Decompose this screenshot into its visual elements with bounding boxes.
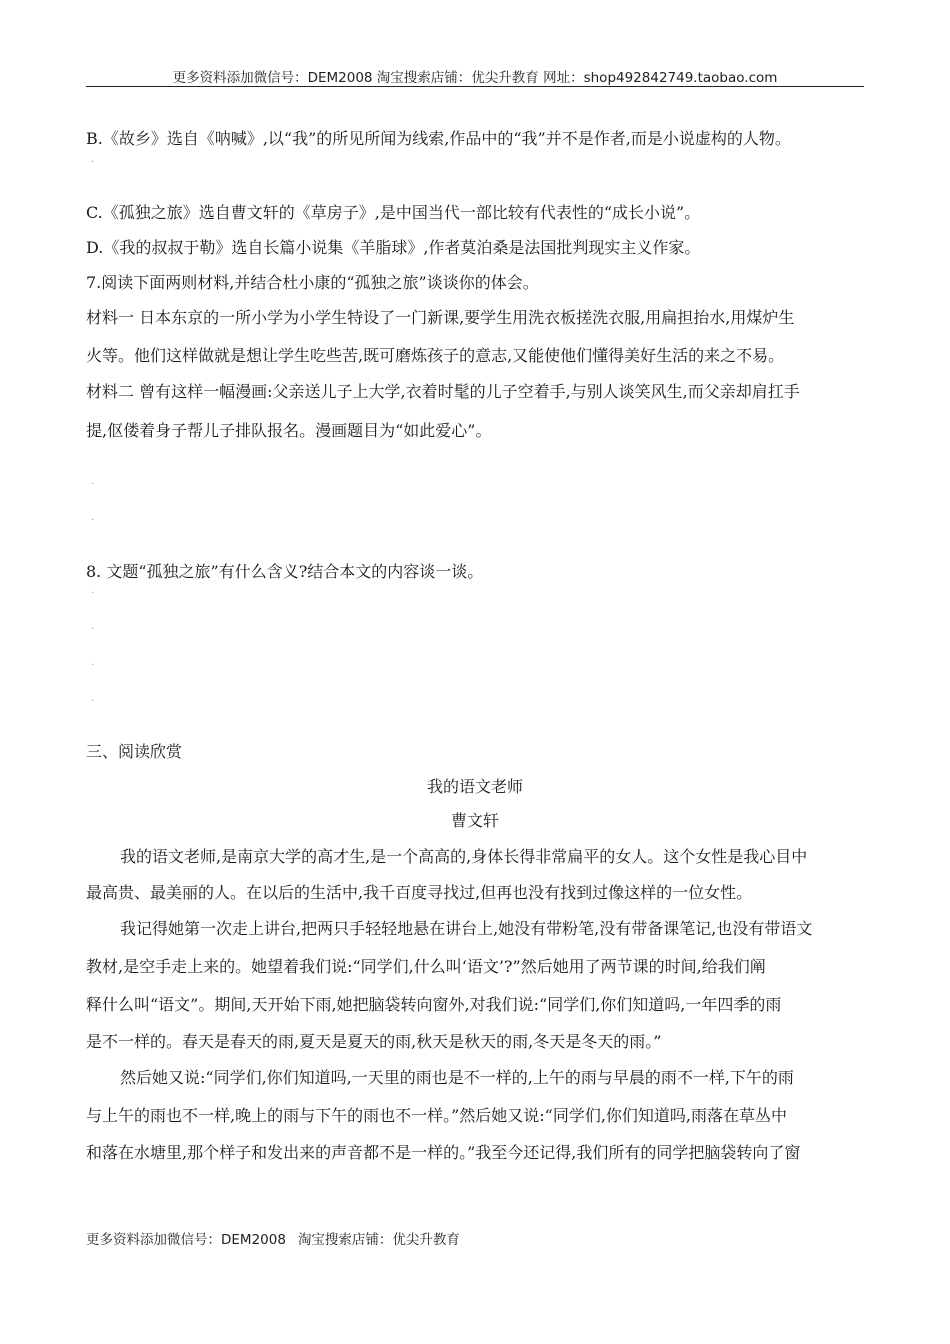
paragraph-2-line-3: 释什么叫“语文”。期间,天开始下雨,她把脑袋转向窗外,对我们说:“同学们,你们知道吗,一年四季的雨 <box>86 995 782 1014</box>
section-heading: 三、阅读欣赏 <box>86 742 183 761</box>
paragraph-2-line-1: 我记得她第一次走上讲台,把两只手轻轻地悬在讲台上,她没有带粉笔,没有带备课笔记,也没有带语文 <box>120 919 813 938</box>
paragraph-3-line-3: 和落在水塘里,那个样子和发出来的声音都不是一样的。”我至今还记得,我们所有的同学把脑袋转向了窗 <box>86 1143 801 1162</box>
paragraph-1-line-2: 最高贵、最美丽的人。在以后的生活中,我千百度寻找过,但再也没有找到过像这样的一位女性。 <box>86 883 753 902</box>
material-2-line-2: 提,伛偻着身子帮儿子排队报名。漫画题目为“如此爱心”。 <box>86 421 492 440</box>
paragraph-1-line-1: 我的语文老师,是南京大学的高才生,是一个高高的,身体长得非常扁平的女人。这个女性是我心目中 <box>120 847 808 866</box>
question-8-prompt: 8. 文题“孤独之旅”有什么含义?结合本文的内容谈一谈。 <box>86 562 484 581</box>
page-footer <box>86 1228 460 1248</box>
answer-blank-line: · <box>91 660 95 671</box>
footer-shop: 淘宝搜索店铺：优尖升教育 <box>297 1232 460 1248</box>
answer-blank-line: · <box>91 588 95 599</box>
page-header: 更多资料添加微信号：DEM2008 淘宝搜索店铺：优尖升教育 网址：shop492842749.taobao.com <box>172 70 778 86</box>
option-c: C.《孤独之旅》选自曹文轩的《草房子》,是中国当代一部比较有代表性的“成长小说”。 <box>86 203 701 222</box>
answer-blank-line: · <box>91 696 95 707</box>
material-1-line-2: 火等。他们这样做就是想让学生吃些苦,既可磨炼孩子的意志,又能使他们懂得美好生活的来之不易。 <box>86 346 785 365</box>
paragraph-2-line-2: 教材,是空手走上来的。她望着我们说:“同学们,什么叫‘语文’?”然后她用了两节课的时间,给我们阐 <box>86 957 766 976</box>
answer-blank-line: · <box>91 624 95 635</box>
header-divider <box>86 86 864 87</box>
article-author: 曹文轩 <box>450 811 499 830</box>
material-1-line-1: 材料一 日本东京的一所小学为小学生特设了一门新课,要学生用洗衣板搓洗衣服,用扁担抬水,用煤炉生 <box>86 308 795 327</box>
answer-blank-line: · <box>91 479 95 490</box>
paragraph-3-line-2: 与上午的雨也不一样,晚上的雨与下午的雨也不一样。”然后她又说:“同学们,你们知道吗,雨落在草丛中 <box>86 1106 788 1125</box>
paragraph-3-line-1: 然后她又说:“同学们,你们知道吗,一天里的雨也是不一样的,上午的雨与早晨的雨不一样,下午的雨 <box>120 1068 794 1087</box>
option-b: B.《故乡》选自《呐喊》,以“我”的所见所闻为线索,作品中的“我”并不是作者,而是小说虚构的人物。 <box>86 129 791 148</box>
footer-wechat: 更多资料添加微信号：DEM2008 <box>86 1232 286 1248</box>
option-d: D.《我的叔叔于勒》选自长篇小说集《羊脂球》,作者莫泊桑是法国批判现实主义作家。 <box>86 238 701 257</box>
question-7-prompt: 7.阅读下面两则材料,并结合杜小康的“孤独之旅”谈谈你的体会。 <box>86 273 539 292</box>
material-2-line-1: 材料二 曾有这样一幅漫画:父亲送儿子上大学,衣着时髦的儿子空着手,与别人谈笑风生,而父亲却肩扛手 <box>86 382 800 401</box>
paragraph-2-line-4: 是不一样的。春天是春天的雨,夏天是夏天的雨,秋天是秋天的雨,冬天是冬天的雨。” <box>86 1032 662 1051</box>
paragraph-mark: · <box>91 157 95 168</box>
article-title: 我的语文老师 <box>426 777 523 796</box>
answer-blank-line: · <box>91 515 95 526</box>
